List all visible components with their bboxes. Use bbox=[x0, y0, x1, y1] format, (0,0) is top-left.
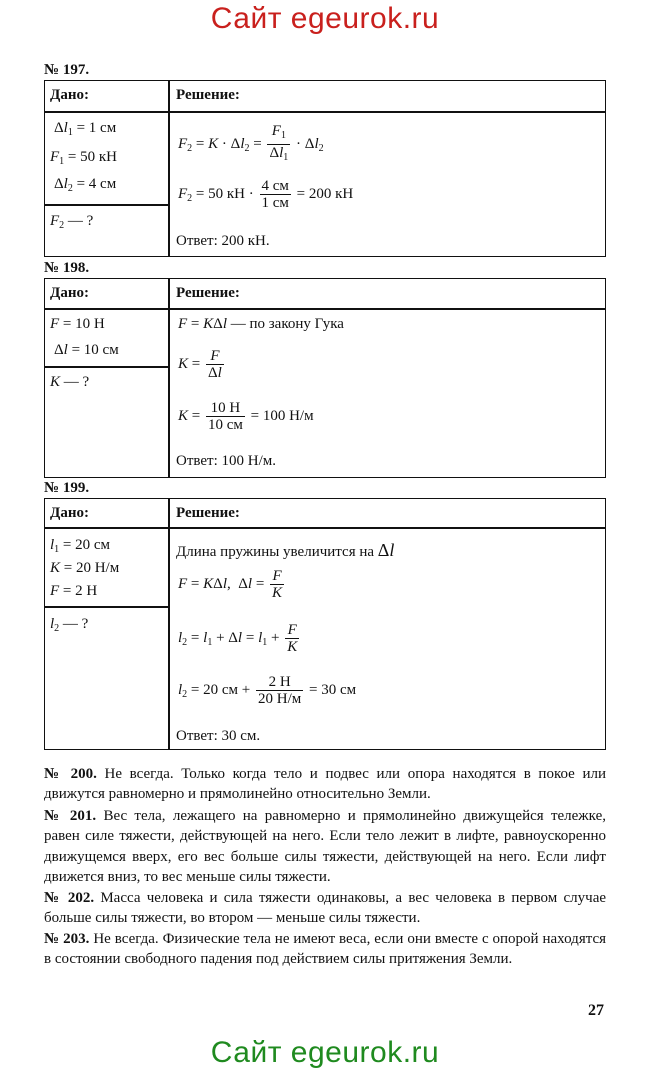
site-header: Сайт egeurok.ru bbox=[210, 2, 440, 35]
page-number: 27 bbox=[588, 1002, 604, 1019]
problem-198-number: № 198. bbox=[44, 260, 90, 276]
table-divider bbox=[168, 80, 170, 257]
answer-200: № 200. Не всегда. Только когда тело и подвес или опора находятся в покое или движутся равномерно и прямолинейно относительно Земли. bbox=[44, 766, 607, 803]
answer-197: Ответ: 200 кН. bbox=[176, 233, 270, 249]
answer-199: Ответ: 30 см. bbox=[176, 728, 261, 744]
problem-199-number: № 199. bbox=[44, 480, 90, 496]
table-divider bbox=[44, 111, 606, 113]
solution-label: Решение: bbox=[176, 87, 240, 103]
formula-197-2: $F_2 = 50$ кН · $\frac{4 см}{1 см}$ = 200 кН bbox=[178, 178, 354, 211]
find-l2: $l_2$ — ? bbox=[50, 616, 89, 634]
given-f: F = 10 Н bbox=[50, 316, 105, 332]
table-divider bbox=[44, 308, 606, 310]
find-k: K — ? bbox=[50, 374, 90, 390]
table-divider bbox=[44, 366, 169, 368]
formula-199-1: F = KΔl, Δl = $\frac{F}{K}$ bbox=[178, 568, 283, 601]
formula-199-2: $l_2 = l_1 + \Delta l = l_1$ + $\frac{F}{K}$ bbox=[178, 622, 298, 655]
given-label: Дано: bbox=[50, 87, 89, 103]
answer-198: Ответ: 100 Н/м. bbox=[176, 453, 277, 469]
problem-197-table bbox=[44, 80, 606, 257]
formula-198-3: K = $\frac{10 Н}{10 см}$ = 100 Н/м bbox=[178, 400, 314, 433]
given-label: Дано: bbox=[50, 285, 89, 301]
site-footer: Сайт egeurok.ru bbox=[210, 1036, 440, 1069]
problem-199-table bbox=[44, 498, 606, 750]
table-divider bbox=[168, 498, 170, 750]
given-dl: Δl = 10 см bbox=[54, 342, 119, 358]
formula-198-1: F = KΔl — по закону Гука bbox=[178, 316, 344, 332]
formula-197-1: $F_2 = K \cdot \Delta l_2$ = $\frac{F_1}{\Delta l_1}$ · $\Delta l_2$ bbox=[178, 123, 324, 163]
answer-202: № 202. Масса человека и сила тяжести одинаковы, а вес человека в первом случае больше силы тяжести, во втором — меньше силы тяжести. bbox=[44, 890, 607, 927]
find-f2: $F_2$ — ? bbox=[50, 213, 94, 231]
formula-198-2: K = $\frac{F}{\Delta l}$ bbox=[178, 348, 222, 381]
given-f1: $F_1 = 50$ кН bbox=[50, 149, 118, 167]
formula-199-3: $l_2 = 20$ см + $\frac{2 Н}{20 Н/м}$ = 30 см bbox=[178, 674, 357, 707]
solution-label: Решение: bbox=[176, 285, 240, 301]
answer-201: № 201. Вес тела, лежащего на равномерно и прямолинейно движущейся тележке, равен силе тяжести, действующей на него. Если тело лежит в лифте, равноускоренно движущемся вверх, его вес больше силы тяжести, действующей на него. Если лифт движется вниз, то вес меньше силы тяжести. bbox=[44, 808, 606, 886]
table-divider bbox=[168, 278, 170, 478]
given-k: K = 20 Н/м bbox=[50, 560, 120, 576]
given-dl1: $\Delta l_1 = 1$ см bbox=[54, 120, 117, 138]
solution-label: Решение: bbox=[176, 505, 240, 521]
answer-203: № 203. Не всегда. Физические тела не имеют веса, если они вместе с опорой находятся в состоянии свободного падения под действием силы притяжения Земли. bbox=[44, 931, 607, 968]
table-divider bbox=[44, 606, 169, 608]
table-divider bbox=[44, 527, 606, 529]
given-l1: $l_1 = 20$ см bbox=[50, 537, 111, 555]
given-dl2: $\Delta l_2 = 4$ см bbox=[54, 176, 117, 194]
solution-199-intro: Длина пружины увеличится на Δl bbox=[176, 540, 395, 560]
problem-197-number: № 197. bbox=[44, 62, 90, 78]
table-divider bbox=[44, 204, 169, 206]
given-f: F = 2 Н bbox=[50, 583, 98, 599]
given-label: Дано: bbox=[50, 505, 89, 521]
